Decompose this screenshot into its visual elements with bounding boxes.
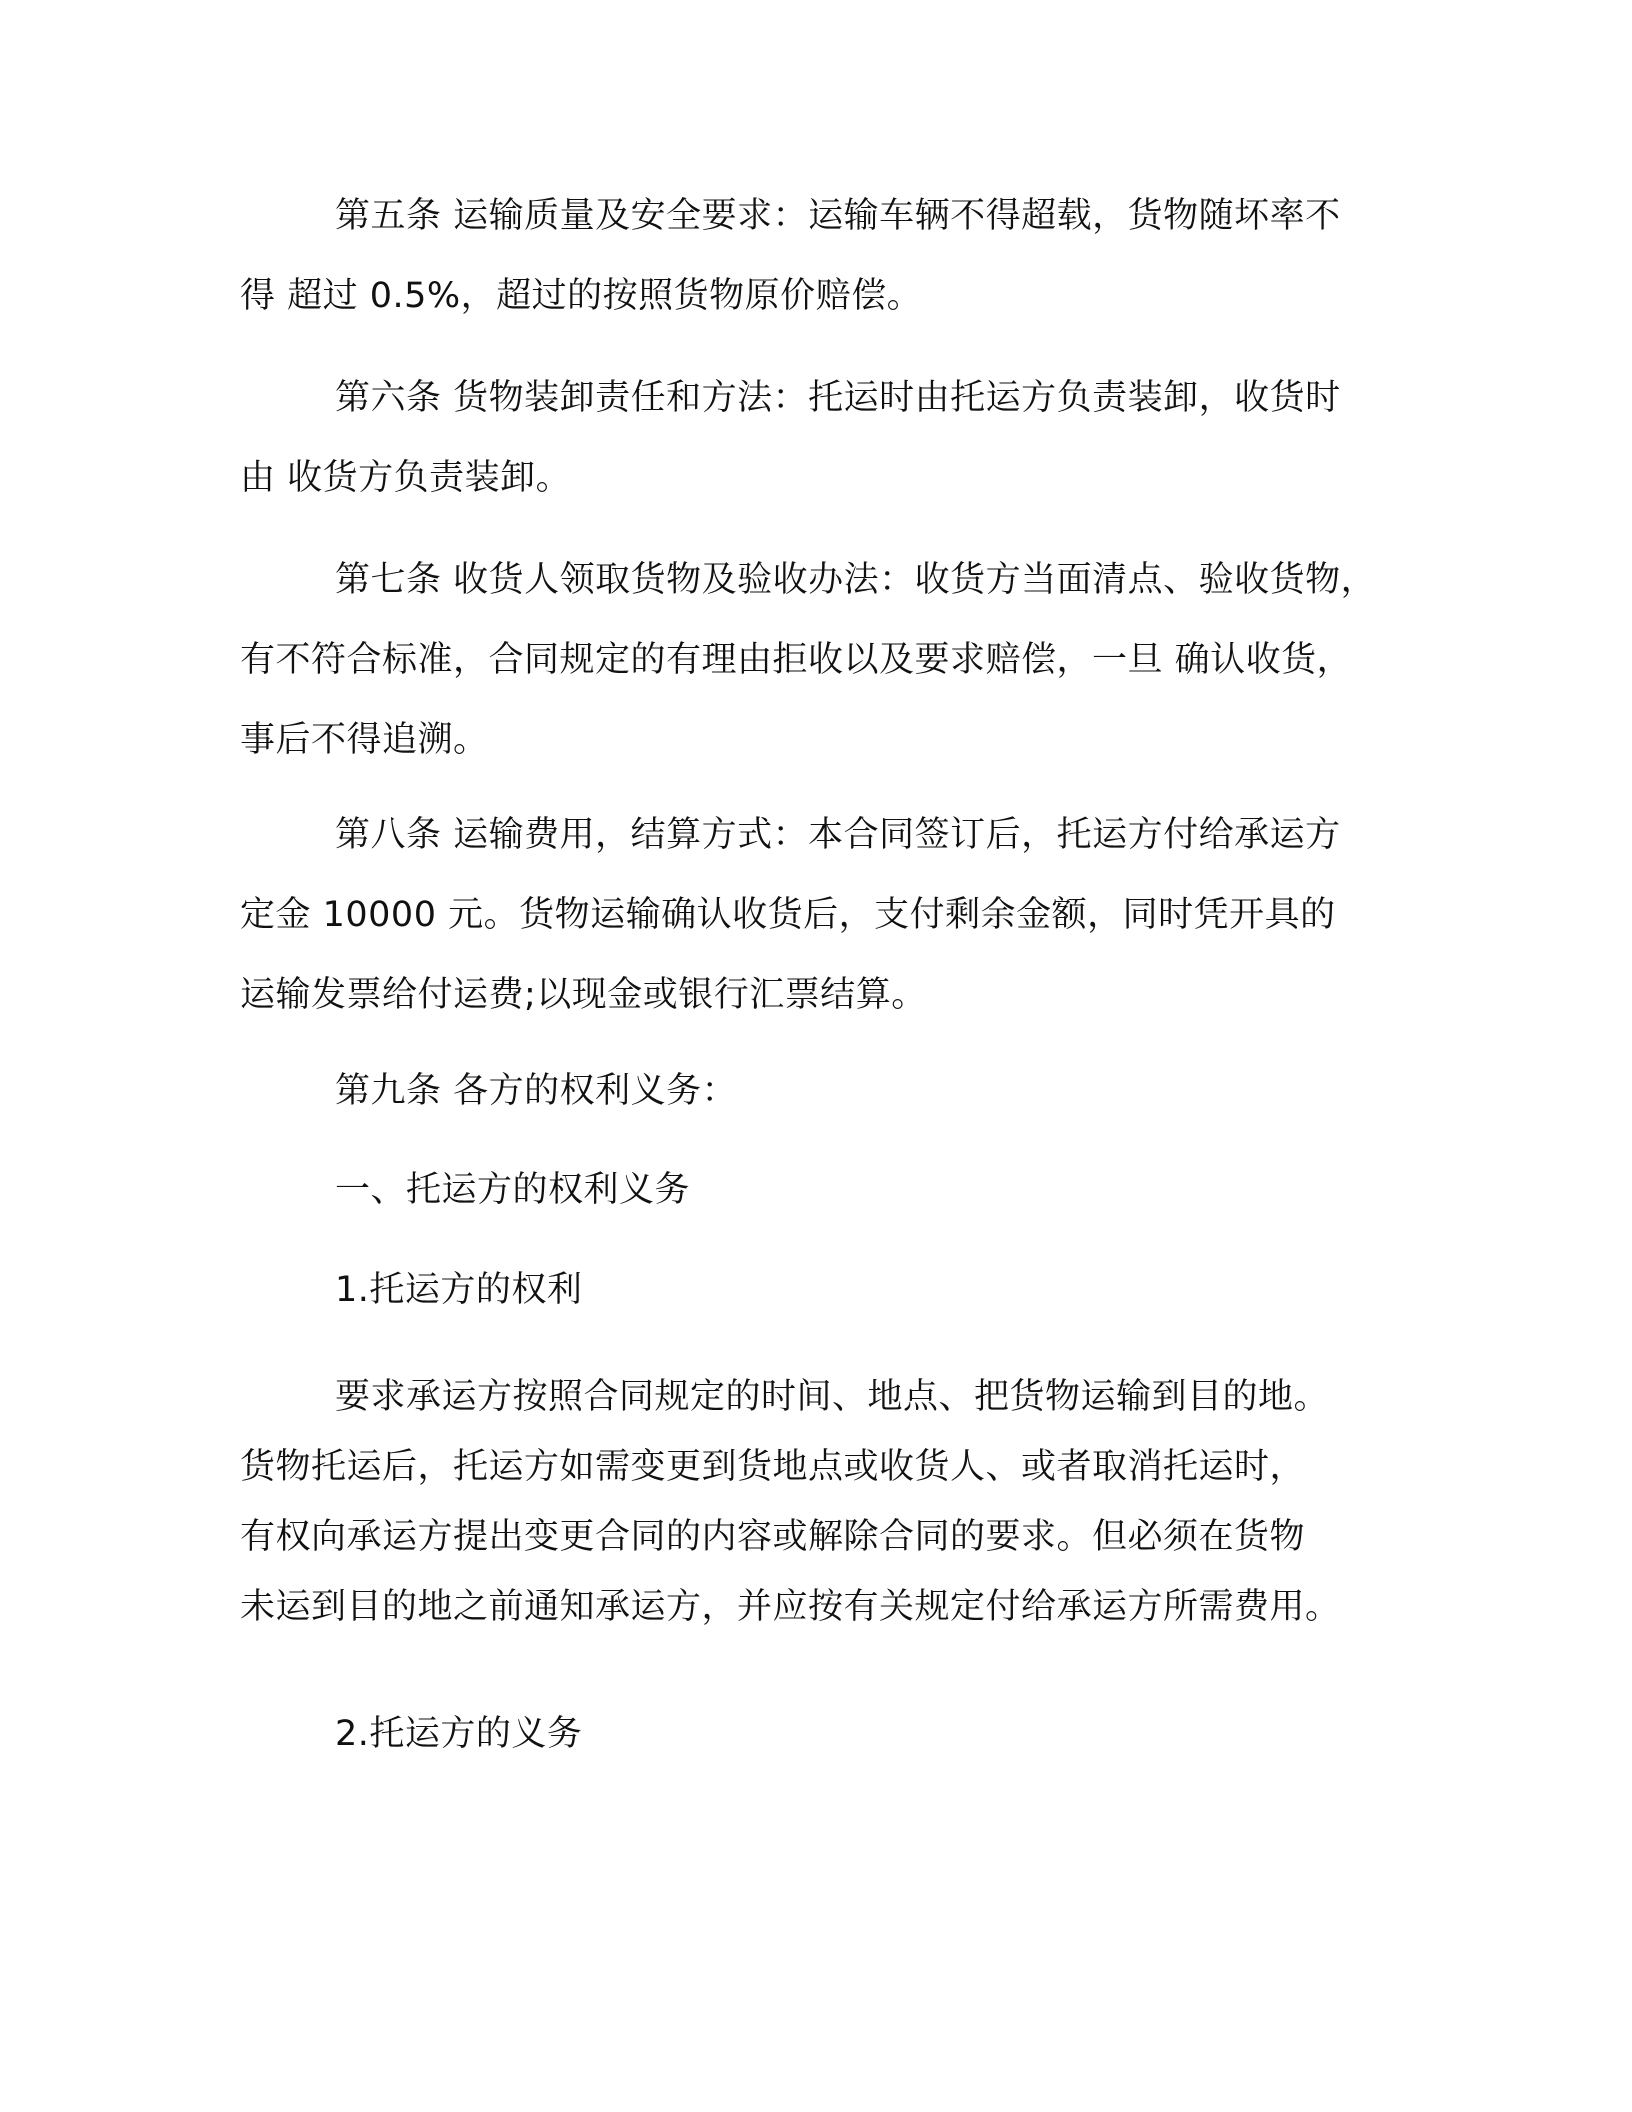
text-line: 第八条 运输费用，结算方式：本合同签订后，托运方付给承运方 bbox=[335, 815, 1341, 855]
text-line: 第五条 运输质量及安全要求：运输车辆不得超载，货物随坏率不 bbox=[335, 196, 1341, 236]
paragraph-article-8 bbox=[240, 813, 1410, 1017]
item-heading-1 bbox=[240, 1268, 1410, 1312]
text-line: 事后不得追溯。 bbox=[240, 720, 489, 760]
text-line: 定金 10000 元。货物运输确认收货后，支付剩余金额，同时凭开具的 bbox=[240, 895, 1336, 935]
text-line: 货物托运后，托运方如需变更到货地点或收货人、或者取消托运时， bbox=[240, 1447, 1306, 1487]
text-line: 未运到目的地之前通知承运方，并应按有关规定付给承运方所需费用。 bbox=[240, 1587, 1341, 1627]
text-line: 2.托运方的义务 bbox=[335, 1714, 583, 1754]
text-line: 第六条 货物装卸责任和方法：托运时由托运方负责装卸，收货时 bbox=[335, 378, 1341, 418]
item-heading-2 bbox=[240, 1712, 1410, 1756]
text-line: 由 收货方负责装卸。 bbox=[240, 458, 572, 498]
text-line: 有权向承运方提出变更合同的内容或解除合同的要求。但必须在货物 bbox=[240, 1517, 1306, 1557]
paragraph-article-7 bbox=[240, 558, 1410, 762]
section-heading-1 bbox=[240, 1168, 1410, 1212]
text-line: 第九条 各方的权利义务： bbox=[335, 1071, 738, 1111]
text-line: 第七条 收货人领取货物及验收办法：收货方当面清点、验收货物， bbox=[335, 560, 1377, 600]
text-line: 有不符合标准，合同规定的有理由拒收以及要求赔偿，一旦 确认收货， bbox=[240, 640, 1353, 680]
text-line: 得 超过 0.5%，超过的按照货物原价赔偿。 bbox=[240, 276, 923, 316]
text-line: 1.托运方的权利 bbox=[335, 1270, 583, 1310]
paragraph-article-6 bbox=[240, 376, 1410, 500]
paragraph-item-1-body bbox=[240, 1375, 1410, 1629]
paragraph-article-5 bbox=[240, 194, 1410, 318]
paragraph-article-9 bbox=[240, 1069, 1410, 1113]
text-line: 要求承运方按照合同规定的时间、地点、把货物运输到目的地。 bbox=[335, 1377, 1330, 1417]
text-line: 运输发票给付运费;以现金或银行汇票结算。 bbox=[240, 975, 927, 1015]
text-line: 一、托运方的权利义务 bbox=[335, 1170, 691, 1210]
